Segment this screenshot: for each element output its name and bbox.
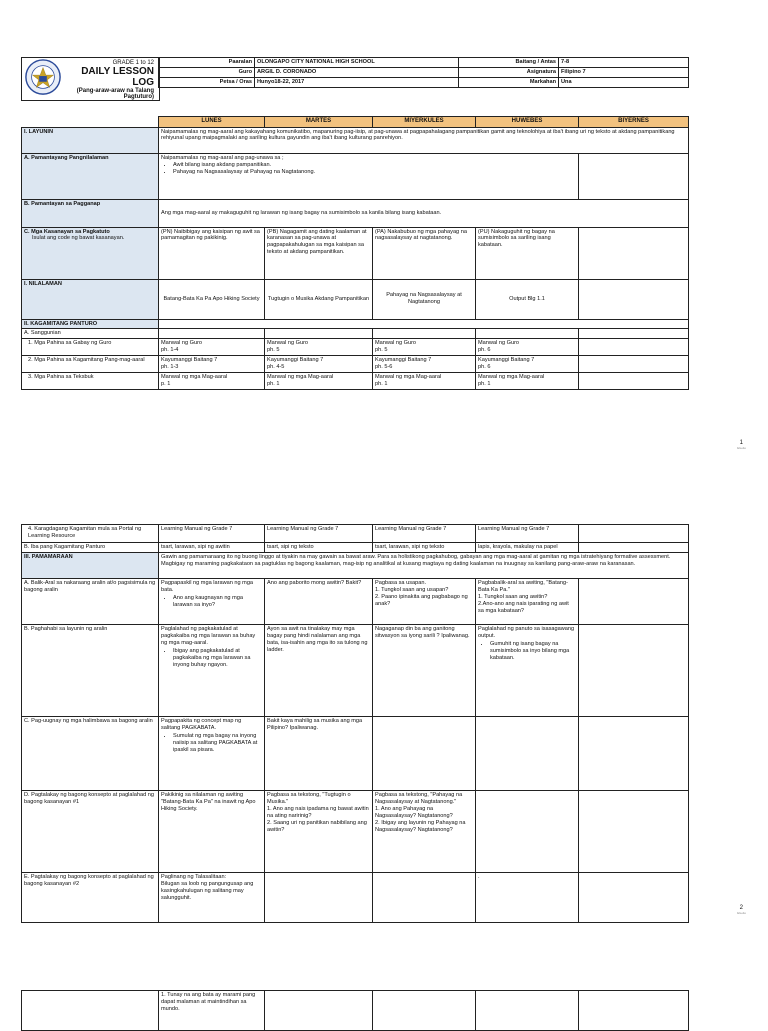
empty-cell xyxy=(373,329,476,339)
cell-text: Paglalahad ng pagkakatulad at pagkakaiba ng mga larawan sa buhay ng mga mag-aaral. xyxy=(161,625,256,646)
empty-cell xyxy=(579,991,689,1031)
guro-value: ARGIL D. CORONADO xyxy=(255,68,459,78)
bullet-list xyxy=(167,595,262,609)
empty-cell xyxy=(159,319,689,329)
grade-label: GRADE 1 to 12 xyxy=(112,60,154,66)
empty-cell xyxy=(159,329,265,339)
table-cell: Manwal ng Guro ph. 5 xyxy=(265,339,373,356)
table-cell xyxy=(579,624,689,716)
pamantayang-list xyxy=(167,162,576,176)
cell-text: Pagpapakita ng concept map ng salitang PAGKABATA. xyxy=(161,717,242,731)
pagtalakay-1-label: D. Pagtalakay ng bagong konsepto at paglalahad ng bagong kasanayan #1 xyxy=(22,790,159,872)
nilalaman-label: I. NILALAMAN xyxy=(22,279,159,319)
balik-aral-label: A. Balik-Aral sa nakaraang aralin at/o pagsisimula ng bagong aralin xyxy=(22,578,159,624)
markahan-value: Una xyxy=(559,78,689,88)
table-cell: Manwal ng Guro ph. 5 xyxy=(373,339,476,356)
petsa-value: Hunyo18-22, 2017 xyxy=(255,78,459,88)
kasanayan-cell xyxy=(579,227,689,279)
table-cell: Learning Manual ng Grade 7 xyxy=(265,525,373,543)
pag-uugnay-label: C. Pag-uugnay ng mga halimbawa sa bagong aralin xyxy=(22,716,159,790)
kasanayan-cell: (PN) Naibibigay ang kaisipan ng awit sa pamamagitan ng pakikinig. xyxy=(159,227,265,279)
table-cell: Manwal ng mga Mag-aaral ph. 1 xyxy=(476,373,579,390)
day-friday: BIYERNES xyxy=(579,117,689,128)
table-cell: Nagaganap din ba ang ganitong sitwasyon sa iyong sarili ? Ipaliwanag. xyxy=(373,624,476,716)
table-cell: Learning Manual ng Grade 7 xyxy=(159,525,265,543)
list-item: • Gumuhit ng isang bagay na sumisimbolo sa inyo bilang mga kabataan. xyxy=(490,641,576,662)
table-cell: Kayumanggi Baitang 7 ph. 1-3 xyxy=(159,356,265,373)
pagtalakay-2-label: E. Pagtalakay ng bagong konsepto at paglalahad ng bagong kasanayan #2 xyxy=(22,872,159,922)
table-cell: . xyxy=(476,872,579,922)
table-cell: Pagbasa sa tekstong, "Tugtugin o Musika." 1. Ano ang nais ipadama ng bawat awitin na ating naririnig? 2. Saang uri ng panitikan nabibilang ang awitin? xyxy=(265,790,373,872)
table-cell xyxy=(476,624,579,716)
table-cell: lapis, krayola, makulay na papel xyxy=(476,543,579,553)
list-item: • Awit bilang isang akdang pampanitikan. xyxy=(173,162,576,169)
table-cell: Manwal ng mga Mag-aaral ph. 1 xyxy=(265,373,373,390)
iba-pang-kagamitan-label: B. Iba pang Kagamitang Panturo xyxy=(22,543,159,553)
empty-cell xyxy=(373,991,476,1031)
table-cell: Paglinang ng Talasalitaan: Bilugan sa loob ng pangungusap ang kasingkahulugan ng salitang may salungguhit. xyxy=(159,872,265,922)
table-cell xyxy=(579,716,689,790)
table-cell xyxy=(373,872,476,922)
empty-cell xyxy=(22,991,159,1031)
table-cell xyxy=(373,716,476,790)
table-cell: Ano ang paborito mong awitin? Bakit? xyxy=(265,578,373,624)
page-number: 2 xyxy=(739,905,743,911)
header-info-table xyxy=(158,57,689,88)
nilalaman-cell: Batang-Bata Ka Pa Apo Hiking Society xyxy=(159,279,265,319)
table-cell: Kayumanggi Baitang 7 ph. 6 xyxy=(476,356,579,373)
kasanayan-cell: (PB) Nagagamit ang dating kaalaman at karanasan sa pag-unawa at pagpapakahulugan sa mga kaisipan sa teksto at akdang pampanitikan. xyxy=(265,227,373,279)
table-cell xyxy=(159,578,265,624)
kagamitang-mag-aaral-label: 2. Mga Pahina sa Kagamitang Pang-mag-aaral xyxy=(22,356,159,373)
table-cell: Learning Manual ng Grade 7 xyxy=(373,525,476,543)
kagamitan-label: II. KAGAMITANG PANTURO xyxy=(22,319,159,329)
table-cell xyxy=(579,790,689,872)
day-monday: LUNES xyxy=(159,117,265,128)
day-tuesday: MARTES xyxy=(265,117,373,128)
pamantayang-pangnilalaman-text xyxy=(159,153,579,199)
blank-corner xyxy=(22,117,159,128)
page-mark: lxlo.du xyxy=(737,446,746,450)
pamantayang-pangnilalaman-label: A. Pamantayang Pangnilalaman xyxy=(22,153,159,199)
table-cell xyxy=(579,578,689,624)
day-thursday: HUWEBES xyxy=(476,117,579,128)
table-cell: Pagbasa sa usapan. 1. Tungkol saan ang usapan? 2. Paano ipinakita ang pagbabago ng anak? xyxy=(373,578,476,624)
bullet-list xyxy=(167,733,262,754)
page-number: 1 xyxy=(739,440,743,446)
page-number-2 xyxy=(737,905,746,915)
petsa-label: Petsa / Oras xyxy=(159,78,255,88)
table-cell: Manwal ng Guro ph. 6 xyxy=(476,339,579,356)
document-title: DAILY LESSON LOG xyxy=(81,66,154,88)
gabay-guro-label: 1. Mga Pahina sa Gabay ng Guro xyxy=(22,339,159,356)
kasanayan-cell: (PU) Nakaguguhit ng bagay na sumisimbolo sa sariling isang kabataan. xyxy=(476,227,579,279)
table-cell xyxy=(265,872,373,922)
table-cell: Bakit kaya mahilig sa musika ang mga Pilipino? Ipaliwanag. xyxy=(265,716,373,790)
bullet-list xyxy=(167,648,262,669)
cell-text: Paglalahad ng panuto sa isasagawang output. xyxy=(478,625,575,639)
table-cell xyxy=(579,356,689,373)
page-mark: lxlo.du xyxy=(737,911,746,915)
table-cell: Pakikinig sa nilalaman ng awiting "Batang-Bata Ka Pa" na inawit ng Apo Hiking Society. xyxy=(159,790,265,872)
table-cell: Ayon sa awit na tinalakay may mga bagay pang hindi nalalaman ang mga bata, isa-isahin ang mga ito sa tulong ng ladder. xyxy=(265,624,373,716)
asignatura-value: Filipino 7 xyxy=(559,68,689,78)
empty-cell xyxy=(579,153,689,199)
paaralan-label: Paaralan xyxy=(159,58,255,68)
table-cell: Learning Manual ng Grade 7 xyxy=(476,525,579,543)
kasanayan-title: C. Mga Kasanayan sa Pagkatuto xyxy=(24,228,110,235)
empty-cell xyxy=(579,329,689,339)
page-number-1 xyxy=(737,440,746,450)
baitang-value: 7-8 xyxy=(559,58,689,68)
portal-label: 4. Karagdagang Kagamitan mula sa Portal ng Learning Resource xyxy=(22,525,159,543)
nilalaman-cell xyxy=(579,279,689,319)
pamantayan-sa-pagganap-text: Ang mga mag-aaral ay makaguguhit ng larawan ng isang bagay na sumisimbolo sa kanila bilang isang kabataan. xyxy=(159,199,689,227)
empty-cell xyxy=(265,329,373,339)
table-cell xyxy=(579,373,689,390)
table-cell: Manwal ng Guro ph. 1-4 xyxy=(159,339,265,356)
nilalaman-cell: Output Blg 1.1 xyxy=(476,279,579,319)
paghahabi-label: B. Paghahabi sa layunin ng aralin xyxy=(22,624,159,716)
lesson-table-page-2 xyxy=(21,524,689,923)
table-cell: tsart, larawan, sipi ng teksto xyxy=(373,543,476,553)
table-cell xyxy=(159,716,265,790)
cell-text: Pagpapaskil ng mga larawan ng mga bata. xyxy=(161,579,254,593)
pamamaraan-text: Gawin ang pamamaraang ito ng buong linggo at tiyakin na may gawain sa bawat araw. Para sa holistikong pagkahubog, gabayan ang mga mag-aaral at gamitan ng mga istratehiyang formative assessment. Magbigay ng maraming pagkakataon sa pagtuklas ng bagong kaalaman, mag-isip ng analitikal at kusang magtaya ng dating kaalaman na inuugnay sa kanilang pang-araw-araw na karanasan. xyxy=(159,552,689,578)
empty-cell xyxy=(476,991,579,1031)
asignatura-label: Asignatura xyxy=(459,68,559,78)
list-item: • Ibigay ang pagkakatulad at pagkakaiba ng mga larawan sa inyong buhay ngayon. xyxy=(173,648,262,669)
bullet-list xyxy=(484,641,576,662)
table-cell xyxy=(579,872,689,922)
table-cell: Manwal ng mga Mag-aaral ph. 1 xyxy=(373,373,476,390)
table-cell xyxy=(476,716,579,790)
table-cell xyxy=(476,790,579,872)
table-cell: Manwal ng mga Mag-aaral p. 1 xyxy=(159,373,265,390)
lesson-table-page-3 xyxy=(21,990,689,1031)
table-cell xyxy=(579,525,689,543)
table-cell: Kayumanggi Baitang 7 ph. 5-6 xyxy=(373,356,476,373)
empty-cell xyxy=(476,329,579,339)
list-item: • Ano ang kaugnayan ng mga larawan sa inyo? xyxy=(173,595,262,609)
nilalaman-cell: Pahayag na Nagsasalaysay at Nagtatanong xyxy=(373,279,476,319)
pamantayang-intro: Naipamamalas ng mag-aaral ang pag-unawa sa ; xyxy=(161,154,284,161)
list-item: • Pahayag na Nagsasalaysay at Pahayag na Nagtatanong. xyxy=(173,169,576,176)
table-cell: Pagbasa sa tekstong, "Pahayag na Nagsasalaysay at Nagtatanong." 1. Ano ang Pahayag na Nagsasalaysay? Nagtatanong? 2. Ibigay ang layunin ng Pahayag na Nagsasalaysay? Nagtatanong? xyxy=(373,790,476,872)
baitang-label: Baitang / Antas xyxy=(459,58,559,68)
lesson-table-page-1 xyxy=(21,116,689,390)
paaralan-value: OLONGAPO CITY NATIONAL HIGH SCHOOL xyxy=(255,58,459,68)
markahan-label: Markahan xyxy=(459,78,559,88)
title-block xyxy=(68,60,154,100)
empty-cell xyxy=(265,991,373,1031)
table-cell xyxy=(579,339,689,356)
document-subtitle: (Pang-araw-araw na Talang Pagtuturo) xyxy=(76,88,154,100)
pamamaraan-label: III. PAMAMARAAN xyxy=(22,552,159,578)
nilalaman-cell: Tugtugin o Musika Akdang Pampanitikan xyxy=(265,279,373,319)
deped-seal-icon xyxy=(24,58,62,96)
table-cell: Kayumanggi Baitang 7 ph. 4-5 xyxy=(265,356,373,373)
table-cell: tsart, sipi ng teksto xyxy=(265,543,373,553)
day-wednesday: MIYERKULES xyxy=(373,117,476,128)
kasanayan-label xyxy=(22,227,159,279)
pamantayan-sa-pagganap-label: B. Pamantayan sa Pagganap xyxy=(22,199,159,227)
table-cell: Pagbabalik-aral sa awiting, "Batang-Bata Ka Pa." 1. Tungkol saan ang awitin? 2.Ano-ano ang nais iparating ng awit sa mga kabataan? xyxy=(476,578,579,624)
kasanayan-subtitle: Isulat ang code ng bawat kasanayan. xyxy=(32,235,125,242)
table-cell: tsart, larawan, sipi ng awitin xyxy=(159,543,265,553)
guro-label: Guro xyxy=(159,68,255,78)
table-cell xyxy=(159,624,265,716)
list-item: • Sumulat ng mga bagay na inyong naiisip sa salitang PAGKABATA at ipaskil sa pisara. xyxy=(173,733,262,754)
kasanayan-cell: (PA) Nakabubuo ng mga pahayag na nagsasalaysay at nagtatanong. xyxy=(373,227,476,279)
layunin-label: I. LAYUNIN xyxy=(22,127,159,153)
table-cell: 1. Tunay na ang bata ay marami pang dapat malaman at maintindihan sa mundo. xyxy=(159,991,265,1031)
layunin-text: Naipamamalas ng mag-aaral ang kakayahang komunikatibo, mapanuring pag-iisip, at pag-unawa at pagpapahalagang pampanitikan gamit ang teknolohiya at iba't ibang uri ng teksto at akdang pampanitikang rehiyunal upang maipagmalaki ang sariling kultura gayundin ang iba't ibang kulturang panrehiyon. xyxy=(159,127,689,153)
teksbuk-label: 3. Mga Pahina sa Teksbuk xyxy=(22,373,159,390)
table-cell xyxy=(579,543,689,553)
sanggunian-label: A. Sanggunian xyxy=(22,329,159,339)
